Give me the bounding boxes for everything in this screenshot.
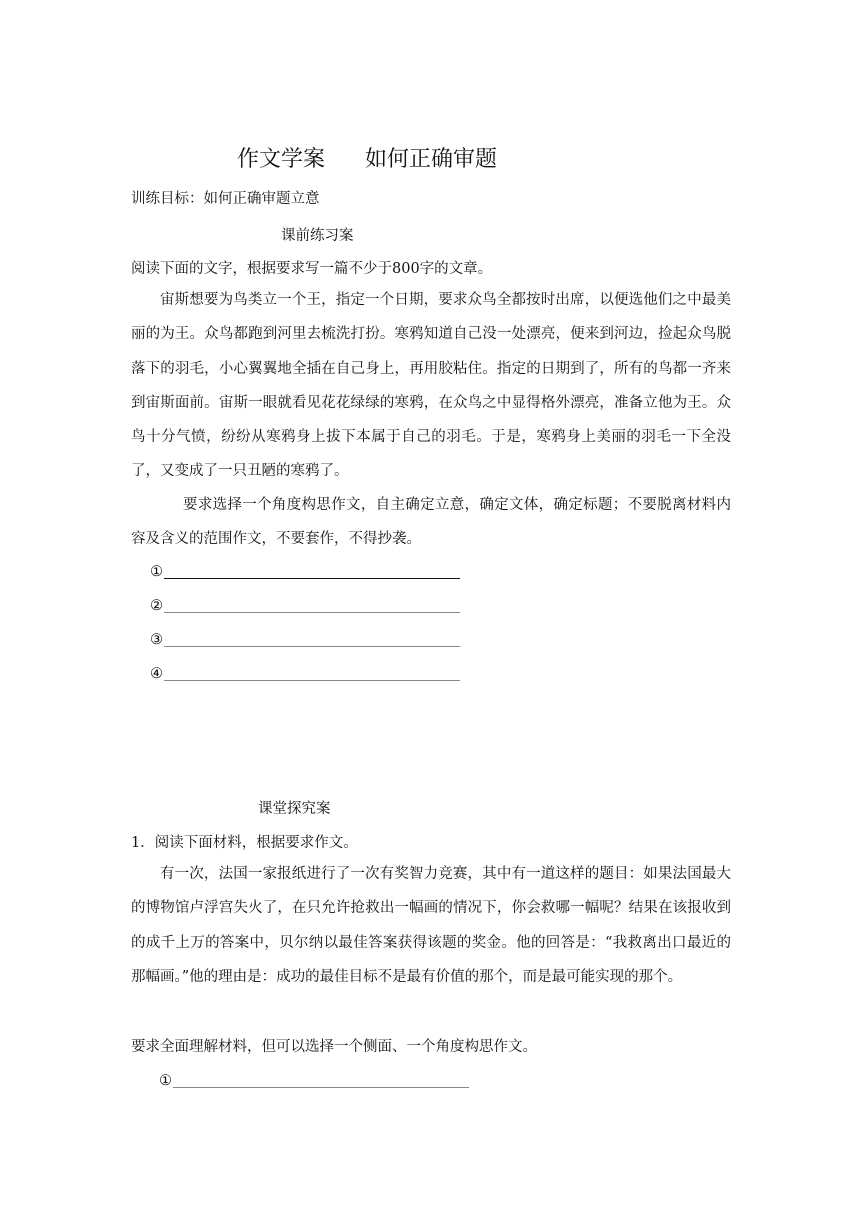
training-goal: 训练目标：如何正确审题立意 xyxy=(131,191,320,207)
blank-line xyxy=(164,646,460,647)
blank-number: ② xyxy=(150,598,163,614)
zeus-story-paragraph: 宙斯想要为鸟类立一个王，指定一个日期，要求众鸟全都按时出席，以便选他们之中最美丽的为王。众鸟都跑到河里去梳洗打扮。寒鸦知道自己没一处漂亮，便来到河边，捡起众鸟脱落下的羽毛，小心翼翼地全插在自己身上，再用胶粘住。指定的日期到了，所有的鸟都一齐来到宙斯面前。宙斯一眼就看见花花绿绿的寒鸦，在众鸟之中显得格外漂亮，准备立他为王。众鸟十分气愤，纷纷从寒鸦身上拔下本属于自己的羽毛。于是，寒鸦身上美丽的羽毛一下全没了，又变成了一只丑陋的寒鸦了。 xyxy=(131,292,731,480)
blank-line xyxy=(164,680,460,681)
section-heading-classroom: 课堂探究案 xyxy=(258,801,331,817)
blank-number: ③ xyxy=(150,632,163,648)
blank-number: ④ xyxy=(150,666,163,682)
blank-line xyxy=(164,612,460,613)
prework-instruction: 阅读下面的文字，根据要求写一篇不少于800字的文章。 xyxy=(131,261,493,277)
answer-blank-1[interactable] xyxy=(150,562,460,582)
title-right: 如何正确审题 xyxy=(365,147,498,172)
section-heading-prework: 课前练习案 xyxy=(281,228,354,244)
louvre-story-paragraph: 有一次，法国一家报纸进行了一次有奖智力竞赛，其中有一道这样的题目：如果法国最大的博物馆卢浮宫失火了，在只允许抢救出一幅画的情况下，你会救哪一幅呢？结果在该报收到的成千上万的答案中，贝尔纳以最佳答案获得该题的奖金。他的回答是：“我救离出口最近的那幅画。”他的理由是：成功的最佳目标不是最有价值的那个，而是最可能实现的那个。 xyxy=(131,866,731,985)
blank-line xyxy=(164,578,460,579)
document-title xyxy=(237,143,657,177)
prework-requirement: 要求选择一个角度构思作文，自主确定立意，确定文体，确定标题；不要脱离材料内容及含义的范围作文，不要套作，不得抄袭。 xyxy=(131,497,731,548)
classroom-item-1: 1．阅读下面材料，根据要求作文。 xyxy=(131,835,358,851)
answer-blank-4[interactable] xyxy=(150,664,460,684)
answer-blank-2[interactable] xyxy=(150,596,460,616)
title-left: 作文学案 xyxy=(237,147,326,172)
classroom-requirement: 要求全面理解材料，但可以选择一个侧面、一个角度构思作文。 xyxy=(131,1039,537,1055)
blank-number: ① xyxy=(159,1073,172,1089)
blank-number: ① xyxy=(150,564,163,580)
blank-line xyxy=(173,1087,469,1088)
answer-blank-3[interactable] xyxy=(150,630,460,650)
classroom-answer-blank-1[interactable] xyxy=(159,1071,469,1091)
